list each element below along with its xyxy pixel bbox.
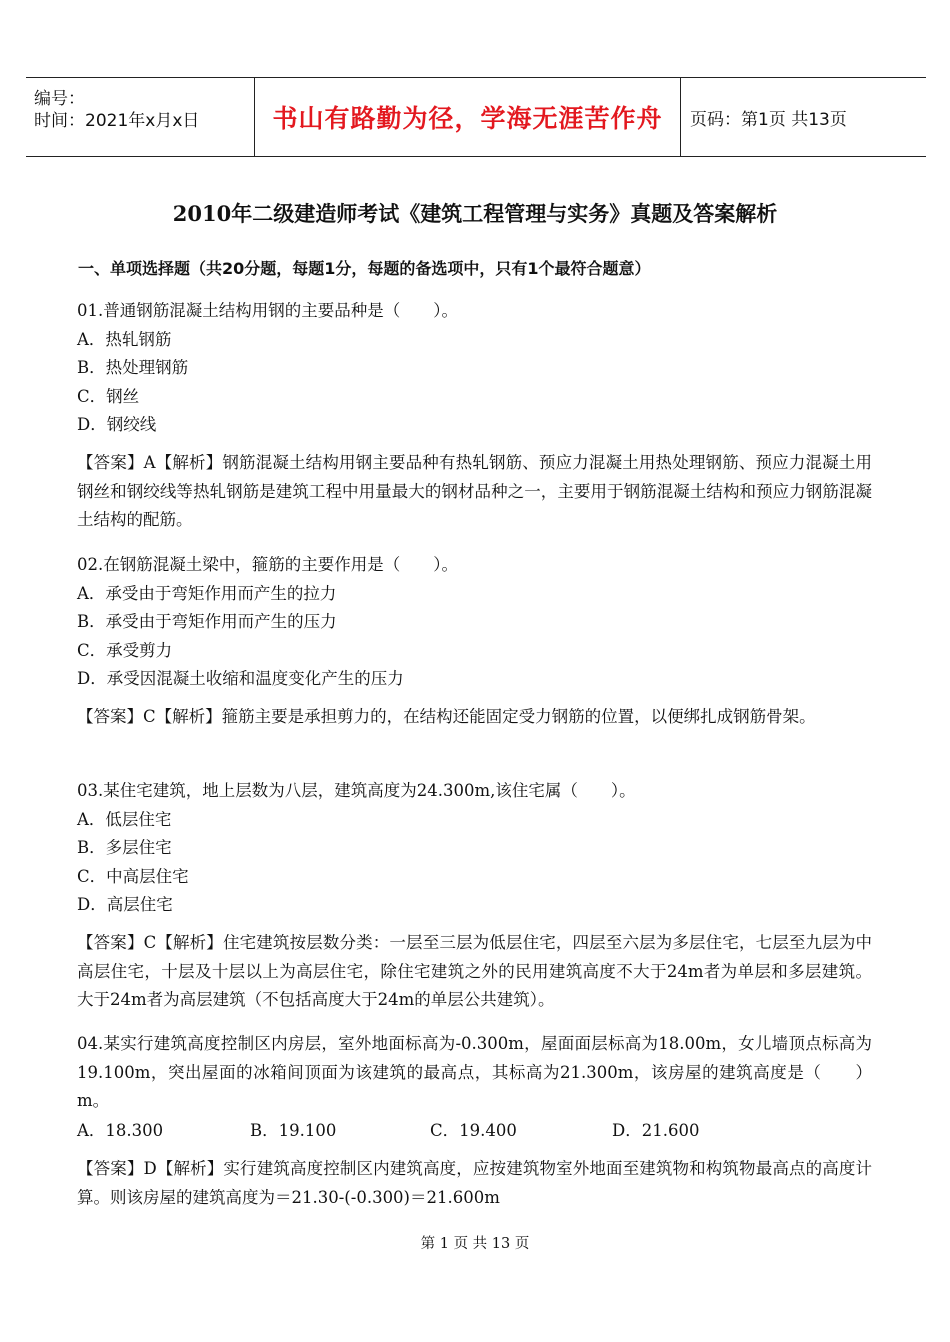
header-page-info: 页码：第1页 共13页: [690, 109, 847, 130]
question-2-answer: 【答案】C【解析】箍筋主要是承担剪力的，在结构还能固定受力钢筋的位置，以便绑扎成钢筋骨架。: [77, 707, 816, 726]
question-1-answer: 【答案】A【解析】钢筋混凝土结构用钢主要品种有热轧钢筋、预应力混凝土用热处理钢筋、预应力混凝土用钢丝和钢绞线等热轧钢筋是建筑工程中用量最大的钢材品种之一，主要用于钢筋混凝土结构和预应力钢筋混凝土结构的配筋。: [77, 453, 872, 529]
question-2-option-a: A．承受由于弯矩作用而产生的拉力: [77, 584, 337, 603]
question-2-option-c: C．承受剪力: [77, 641, 173, 660]
document-time-label: 时间：2021年x月x日: [34, 111, 200, 131]
question-4-option-c: C．19.400: [430, 1121, 517, 1140]
question-3-option-b: B．多层住宅: [77, 838, 172, 857]
document-number-label: 编号：: [34, 89, 85, 109]
question-4-answer: 【答案】D【解析】实行建筑高度控制区内建筑高度，应按建筑物室外地面至建筑物和构筑物最高点的高度计算。则该房屋的建筑高度为＝21.30-(-0.300)＝21.600m: [77, 1159, 872, 1207]
page-footer: 第 1 页 共 13 页: [420, 1236, 530, 1252]
question-3-option-a: A．低层住宅: [77, 810, 172, 829]
question-3-stem: 03.某住宅建筑，地上层数为八层，建筑高度为24.300m,该住宅属（ ）。: [77, 781, 636, 800]
header-left-cell: [26, 78, 254, 156]
question-2-stem: 02.在钢筋混凝土梁中，箍筋的主要作用是（ ）。: [77, 555, 458, 574]
header-motto-cell: [254, 78, 681, 156]
question-3-option-c: C．中高层住宅: [77, 867, 189, 886]
question-1-option-d: D．钢绞线: [77, 415, 157, 434]
header-motto: 书山有路勤为径，学海无涯苦作舟: [272, 104, 663, 133]
document-title: 2010年二级建造师考试《建筑工程管理与实务》真题及答案解析: [172, 201, 778, 226]
question-4-option-b: B．19.100: [250, 1121, 337, 1140]
page-header: [26, 77, 926, 157]
section-heading: 一、单项选择题（共20分题，每题1分，每题的备选项中，只有1个最符合题意）: [78, 259, 651, 278]
question-1-stem: 01.普通钢筋混凝土结构用钢的主要品种是（ ）。: [77, 301, 458, 320]
question-3-answer: 【答案】C【解析】住宅建筑按层数分类：一层至三层为低层住宅，四层至六层为多层住宅，七层至九层为中高层住宅，十层及十层以上为高层住宅，除住宅建筑之外的民用建筑高度不大于24m者为单层和多层建筑。大于24m者为高层建筑（不包括高度大于24m的单层公共建筑）。: [77, 933, 872, 1009]
question-1-option-a: A．热轧钢筋: [77, 330, 172, 349]
question-2-option-b: B．承受由于弯矩作用而产生的压力: [77, 612, 337, 631]
question-4-option-a: A．18.300: [77, 1121, 164, 1140]
question-2-option-d: D．承受因混凝土收缩和温度变化产生的压力: [77, 669, 404, 688]
question-4-option-d: D．21.600: [612, 1121, 700, 1140]
question-4-stem: 04.某实行建筑高度控制区内房层，室外地面标高为-0.300m，屋面面层标高为18.00m，女儿墙顶点标高为19.100m，突出屋面的冰箱间顶面为该建筑的最高点，其标高为21.300m，该房屋的建筑高度是（ ）m。: [77, 1034, 872, 1110]
question-1-option-b: B．热处理钢筋: [77, 358, 189, 377]
question-3-option-d: D．高层住宅: [77, 895, 173, 914]
question-1-option-c: C．钢丝: [77, 387, 140, 406]
